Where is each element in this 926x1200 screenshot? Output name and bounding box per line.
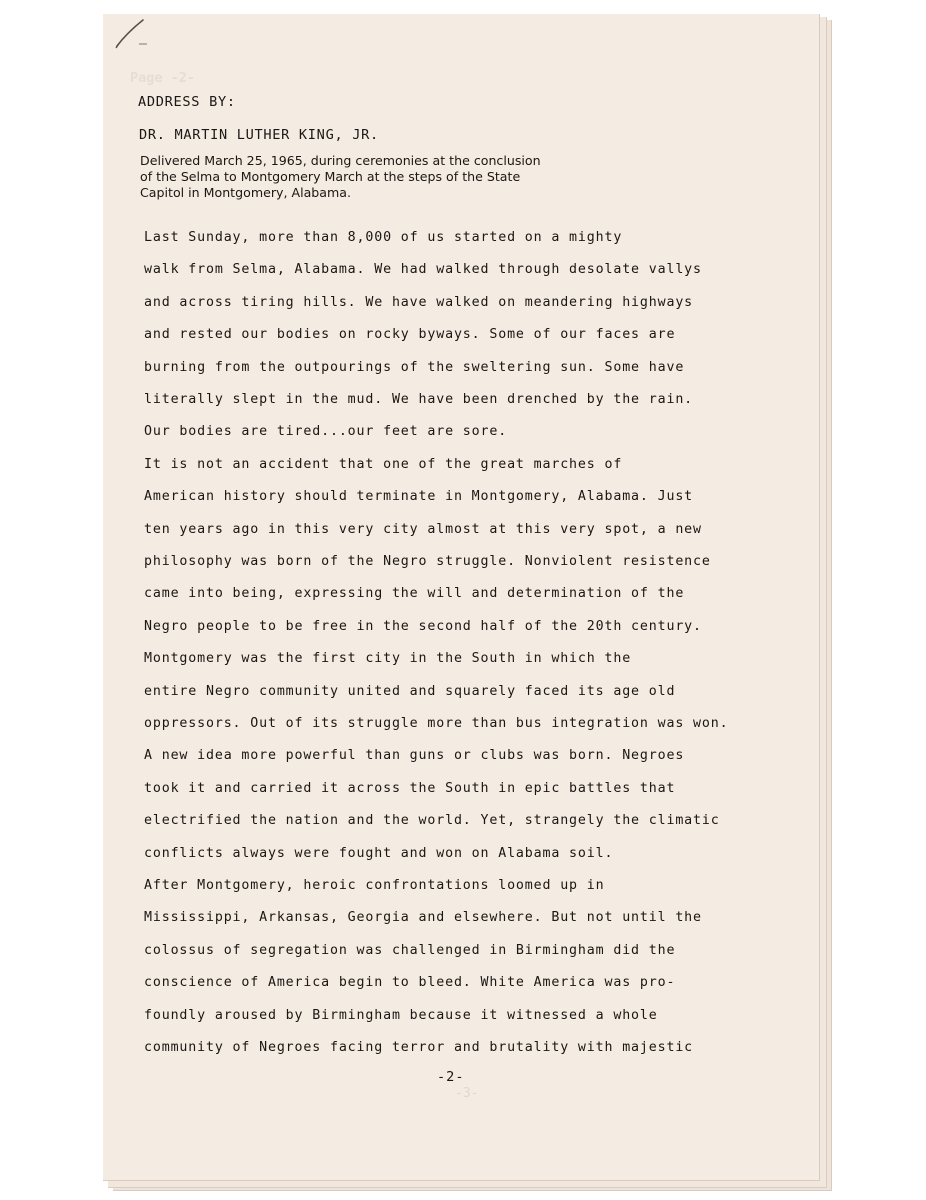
body-line: and across tiring hills. We have walked on meandering highways	[144, 294, 694, 310]
body-line: conscience of America begin to bleed. White America was pro-	[144, 975, 676, 991]
caption-line: Delivered March 25, 1965, during ceremonies at the conclusion	[140, 153, 541, 168]
body-line: It is not an accident that one of the great marches of	[144, 456, 623, 472]
body-line: philosophy was born of the Negro struggle. Nonviolent resistence	[144, 554, 711, 569]
body-line: American history should terminate in Montgomery, Alabama. Just	[144, 489, 694, 505]
body-line: community of Negroes facing terror and brutality with majestic	[144, 1040, 694, 1055]
ghost-page-number: -3-	[455, 1086, 479, 1101]
body-line: A new idea more powerful than guns or clubs was born. Negroes	[144, 748, 685, 764]
caption-line: of the Selma to Montgomery March at the steps of the State	[140, 169, 521, 184]
body-line: took it and carried it across the South in epic battles that	[144, 780, 676, 796]
body-line: After Montgomery, heroic confrontations loomed up in	[144, 878, 605, 893]
body-line: Montgomery was the first city in the South in which the	[144, 651, 632, 667]
body-line: ten years ago in this very city almost at this very spot, a new	[144, 521, 702, 537]
body-line: came into being, expressing the will and determination of the	[144, 586, 685, 602]
caption-line: Capitol in Montgomery, Alabama.	[140, 185, 352, 200]
delivery-caption	[140, 153, 541, 201]
page-number: -2-	[437, 1069, 465, 1085]
body-line: entire Negro community united and squarely faced its age old	[144, 683, 676, 699]
body-line: literally slept in the mud. We have been drenched by the rain.	[144, 392, 694, 407]
body-line: Mississippi, Arkansas, Georgia and elsewhere. But not until the	[144, 910, 702, 926]
body-line: Negro people to be free in the second half of the 20th century.	[144, 618, 702, 634]
body-line: burning from the outpourings of the sweltering sun. Some have	[144, 359, 685, 375]
body-line: and rested our bodies on rocky byways. Some of our faces are	[144, 327, 676, 343]
body-line: electrified the nation and the world. Yet, strangely the climatic	[144, 813, 720, 829]
speaker-name: DR. MARTIN LUTHER KING, JR.	[139, 127, 379, 143]
pencil-mark	[113, 18, 153, 50]
body-line: Our bodies are tired...our feet are sore.	[144, 424, 508, 440]
body-line: oppressors. Out of its struggle more than bus integration was won.	[144, 716, 729, 731]
address-heading: ADDRESS BY:	[138, 94, 236, 110]
body-line: Last Sunday, more than 8,000 of us started on a mighty	[144, 230, 623, 245]
ghost-header: Page -2-	[130, 70, 196, 86]
body-line: foundly aroused by Birmingham because it witnessed a whole	[144, 1007, 658, 1023]
body-line: conflicts always were fought and won on Alabama soil.	[144, 845, 614, 861]
body-line: colossus of segregation was challenged in Birmingham did the	[144, 942, 676, 958]
body-line: walk from Selma, Alabama. We had walked through desolate vallys	[144, 262, 702, 278]
